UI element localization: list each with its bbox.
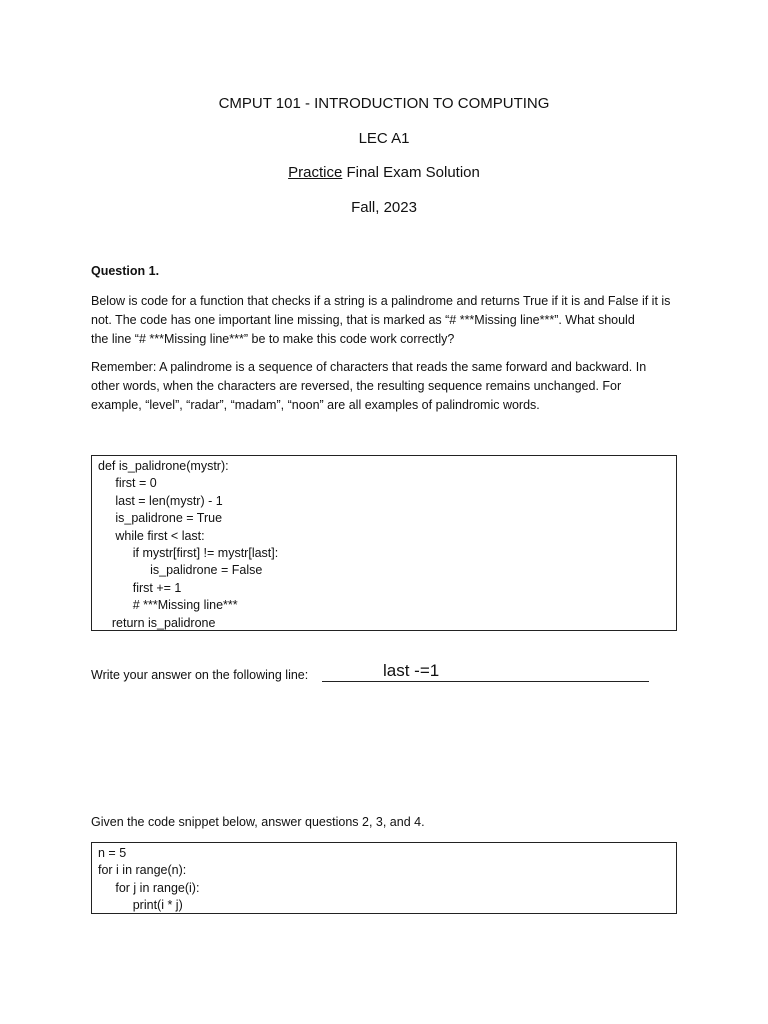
answer-value: last -=1 xyxy=(383,661,440,680)
code-line: while first < last: xyxy=(98,528,205,543)
questions-2-4-code-box xyxy=(91,842,677,914)
question-1-paragraph-2 xyxy=(91,358,691,415)
paragraph-line: Remember: A palindrome is a sequence of characters that reads the same forward and backward. In xyxy=(91,360,647,374)
code-line: def is_palidrone(mystr): xyxy=(98,459,229,473)
intro-line: Given the code snippet below, answer questions 2, 3, and 4. xyxy=(91,815,425,829)
code-line: is_palidrone = False xyxy=(98,563,263,578)
code-line: last = len(mystr) - 1 xyxy=(98,493,223,508)
code-line: if mystr[first] != mystr[last]: xyxy=(98,546,279,561)
code-line: for i in range(n): xyxy=(98,863,187,878)
code-line: for j in range(i): xyxy=(98,880,200,895)
course-title: CMPUT 101 - INTRODUCTION TO COMPUTING xyxy=(218,95,550,112)
code-line: first += 1 xyxy=(98,580,182,595)
paragraph-line: Below is code for a function that checks if a string is a palindrome and returns True if it is and False if it is xyxy=(91,294,671,308)
question-1-label: Question 1. xyxy=(91,264,160,278)
paragraph-line: example, “level”, “radar”, “madam”, “noon” are all examples of palindromic words. xyxy=(91,398,540,412)
section-title: LEC A1 xyxy=(358,130,410,147)
code-line: # ***Missing line*** xyxy=(98,598,238,613)
answer-blank-line xyxy=(322,681,649,682)
exam-title xyxy=(0,164,768,182)
questions-2-4-intro xyxy=(91,813,691,832)
term-title: Fall, 2023 xyxy=(351,199,417,216)
code-line: is_palidrone = True xyxy=(98,511,223,526)
code-line: n = 5 xyxy=(98,846,127,860)
answer-row xyxy=(91,661,671,686)
exam-title-practice: Practice xyxy=(288,164,343,181)
code-line: print(i * j) xyxy=(98,898,183,913)
question-1-paragraph-1 xyxy=(91,292,691,349)
paragraph-line: other words, when the characters are reversed, the resulting sequence remains unchanged. For xyxy=(91,379,622,393)
paragraph-line: not. The code has one important line missing, that is marked as “# ***Missing line***”. What should xyxy=(91,313,635,327)
answer-label: Write your answer on the following line: xyxy=(91,668,309,682)
code-line: return is_palidrone xyxy=(98,615,216,630)
paragraph-line: the line “# ***Missing line***” be to make this code work correctly? xyxy=(91,332,455,346)
code-line: first = 0 xyxy=(98,476,157,491)
question-1-code-box xyxy=(91,455,677,631)
exam-title-rest: Final Exam Solution xyxy=(342,164,480,181)
